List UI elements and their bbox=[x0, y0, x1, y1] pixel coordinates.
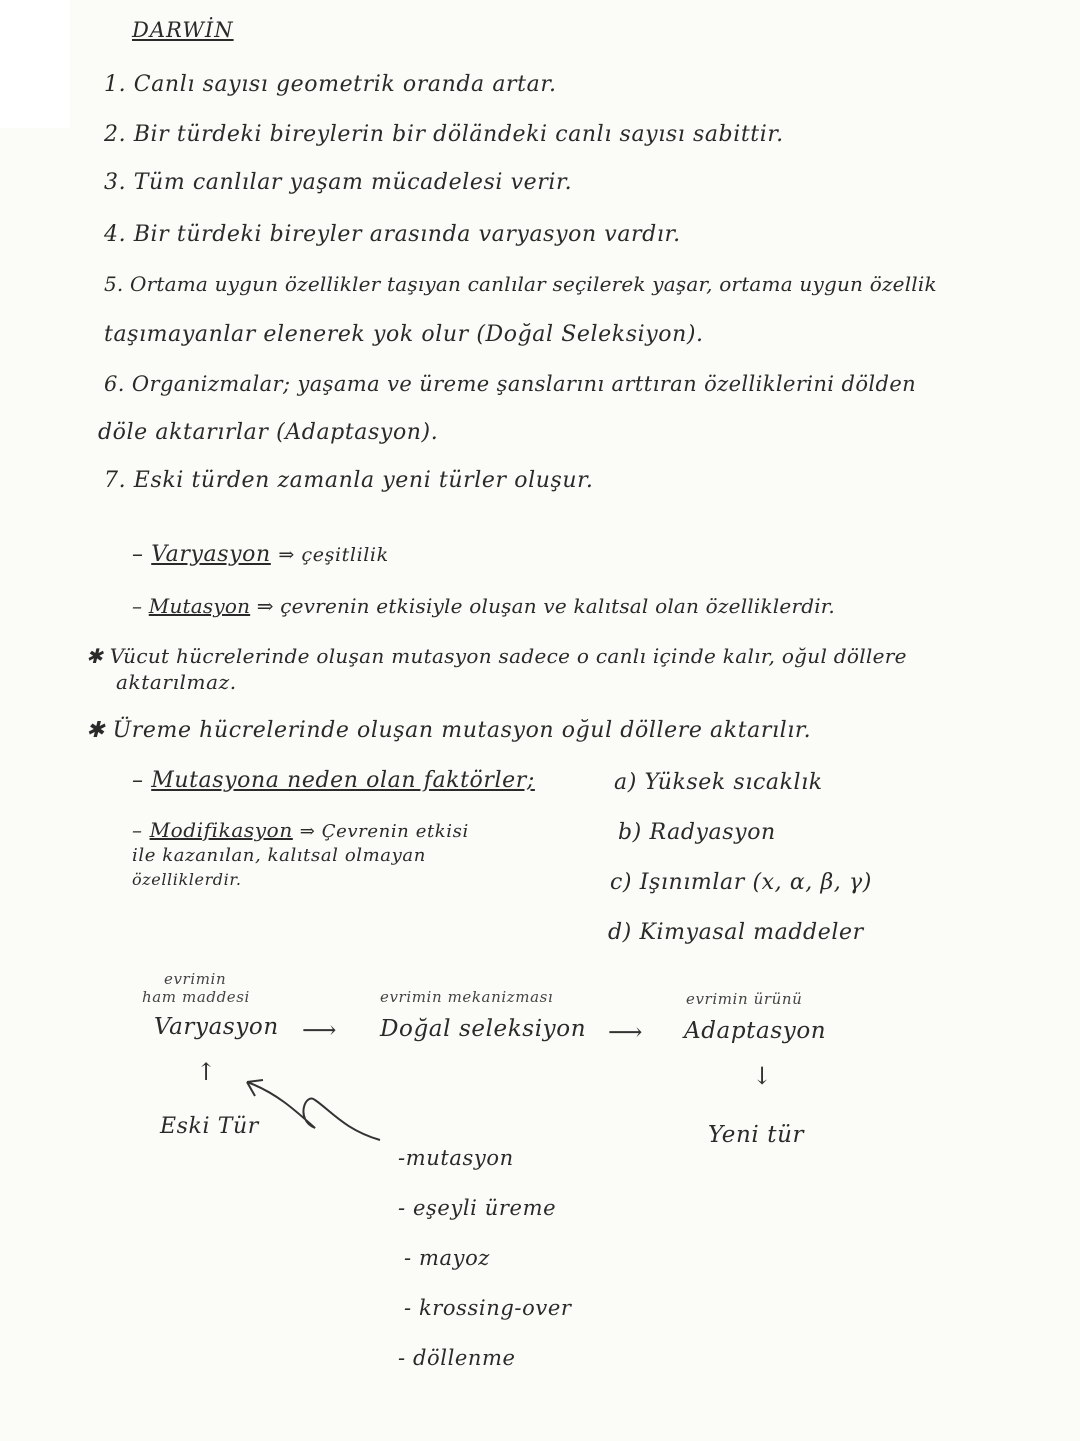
note-germline: ✱ Üreme hücrelerinde oluşan mutasyon oğul döllere aktarılır. bbox=[86, 718, 812, 743]
arrow-right-icon: ⟶ bbox=[608, 1018, 643, 1046]
mutasyon-term: Mutasyon bbox=[148, 594, 251, 618]
arrow-up-icon: ↑ bbox=[196, 1058, 217, 1086]
corner-blank bbox=[0, 0, 70, 128]
mutasyon-def-row: – Mutasyon ⇒ çevrenin etkisiyle oluşan ve kalıtsal olan özelliklerdir. bbox=[132, 594, 835, 618]
page-title: DARWİN bbox=[132, 18, 234, 42]
modif-def-2: ile kazanılan, kalıtsal olmayan bbox=[132, 845, 426, 866]
source-item: -mutasyon bbox=[398, 1146, 514, 1170]
varyasyon-term: Varyasyon bbox=[151, 542, 271, 567]
source-item: - döllenme bbox=[398, 1346, 516, 1370]
item-6-cont: döle aktarırlar (Adaptasyon). bbox=[98, 420, 439, 445]
factor-b: b) Radyasyon bbox=[618, 820, 776, 845]
note-somatic-cont: aktarılmaz. bbox=[116, 670, 237, 694]
item-4: 4. Bir türdeki bireyler arasında varyasyon vardır. bbox=[104, 222, 681, 247]
modif-row: – Modifikasyon ⇒ Çevrenin etkisi bbox=[132, 818, 469, 842]
label-raw-material-1: evrimin bbox=[164, 970, 227, 988]
node-adaptasyon: Adaptasyon bbox=[684, 1018, 827, 1044]
arrow-right-icon: ⟶ bbox=[302, 1016, 337, 1044]
mutasyon-def: ⇒ çevrenin etkisiyle oluşan ve kalıtsal olan özelliklerdir. bbox=[256, 594, 835, 618]
factors-row: – Mutasyona neden olan faktörler; bbox=[132, 768, 535, 793]
varyasyon-def-row: – Varyasyon ⇒ çeşitlilik bbox=[132, 542, 389, 567]
source-item: - mayoz bbox=[404, 1246, 490, 1270]
item-6: 6. Organizmalar; yaşama ve üreme şanslarını arttıran özelliklerini dölden bbox=[104, 372, 917, 396]
source-item: - krossing-over bbox=[404, 1296, 572, 1320]
modif-term: Modifikasyon bbox=[149, 818, 293, 842]
item-5: 5. Ortama uygun özellikler taşıyan canlılar seçilerek yaşar, ortama uygun özellik bbox=[104, 272, 937, 296]
item-5-cont: taşımayanlar elenerek yok olur (Doğal Seleksiyon). bbox=[104, 322, 704, 347]
factor-a: a) Yüksek sıcaklık bbox=[614, 770, 823, 795]
source-item: - eşeyli üreme bbox=[398, 1196, 557, 1220]
varyasyon-def: ⇒ çeşitlilik bbox=[278, 544, 389, 566]
modif-def: ⇒ Çevrenin etkisi bbox=[299, 821, 469, 842]
node-varyasyon: Varyasyon bbox=[154, 1014, 279, 1040]
note-somatic: ✱ Vücut hücrelerinde oluşan mutasyon sadece o canlı içinde kalır, oğul döllere bbox=[86, 644, 907, 668]
factor-c: c) Işınımlar (x, α, β, γ) bbox=[610, 870, 872, 895]
item-2: 2. Bir türdeki bireylerin bir döländeki canlı sayısı sabittir. bbox=[104, 122, 784, 147]
label-mechanism: evrimin mekanizması bbox=[380, 988, 554, 1006]
item-1: 1. Canlı sayısı geometrik oranda artar. bbox=[104, 72, 557, 97]
old-species: Eski Tür bbox=[160, 1114, 259, 1139]
item-7: 7. Eski türden zamanla yeni türler oluşur. bbox=[104, 468, 594, 493]
factor-d: d) Kimyasal maddeler bbox=[608, 920, 864, 945]
factors-term: Mutasyona neden olan faktörler; bbox=[151, 768, 535, 793]
label-raw-material-2: ham maddesi bbox=[142, 988, 250, 1006]
node-dogal-seleksiyon: Doğal seleksiyon bbox=[380, 1016, 587, 1042]
item-3: 3. Tüm canlılar yaşam mücadelesi verir. bbox=[104, 170, 573, 195]
label-product: evrimin ürünü bbox=[686, 990, 803, 1008]
new-species: Yeni tür bbox=[708, 1122, 805, 1148]
modif-def-3: özelliklerdir. bbox=[132, 870, 242, 889]
arrow-down-icon: ↓ bbox=[752, 1062, 773, 1090]
